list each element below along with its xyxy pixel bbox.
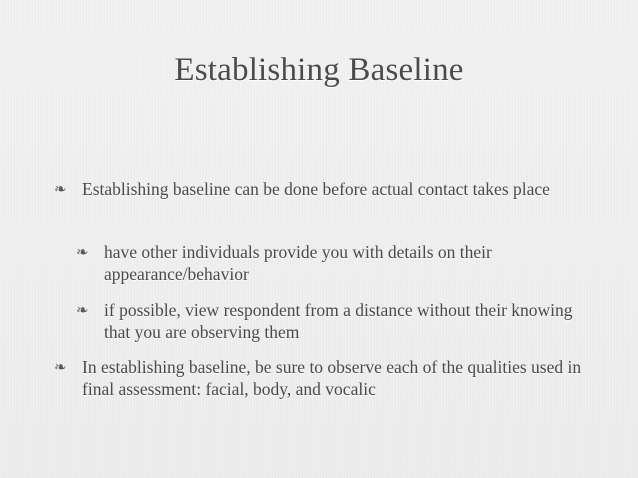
bullet-text: In establishing baseline, be sure to observe each of the qualities used in final assessment: facial, body, and vocalic [82,357,582,399]
fleuron-bullet-icon: ❧ [76,243,89,261]
fleuron-bullet-icon: ❧ [54,358,67,376]
slide-title: Establishing Baseline [174,52,464,88]
bullet-item-level-1 [54,356,602,400]
bullet-item-level-1 [54,178,582,200]
fleuron-bullet-icon: ❧ [76,301,89,319]
bullet-item-level-2 [76,299,574,343]
bullet-text: have other individuals provide you with details on their appearance/behavior [104,242,492,284]
bullet-item-level-2 [76,241,574,285]
bullet-text: Establishing baseline can be done before actual contact takes place [82,179,550,199]
fleuron-bullet-icon: ❧ [54,180,67,198]
bullet-text: if possible, view respondent from a distance without their knowing that you are observing them [104,300,573,342]
